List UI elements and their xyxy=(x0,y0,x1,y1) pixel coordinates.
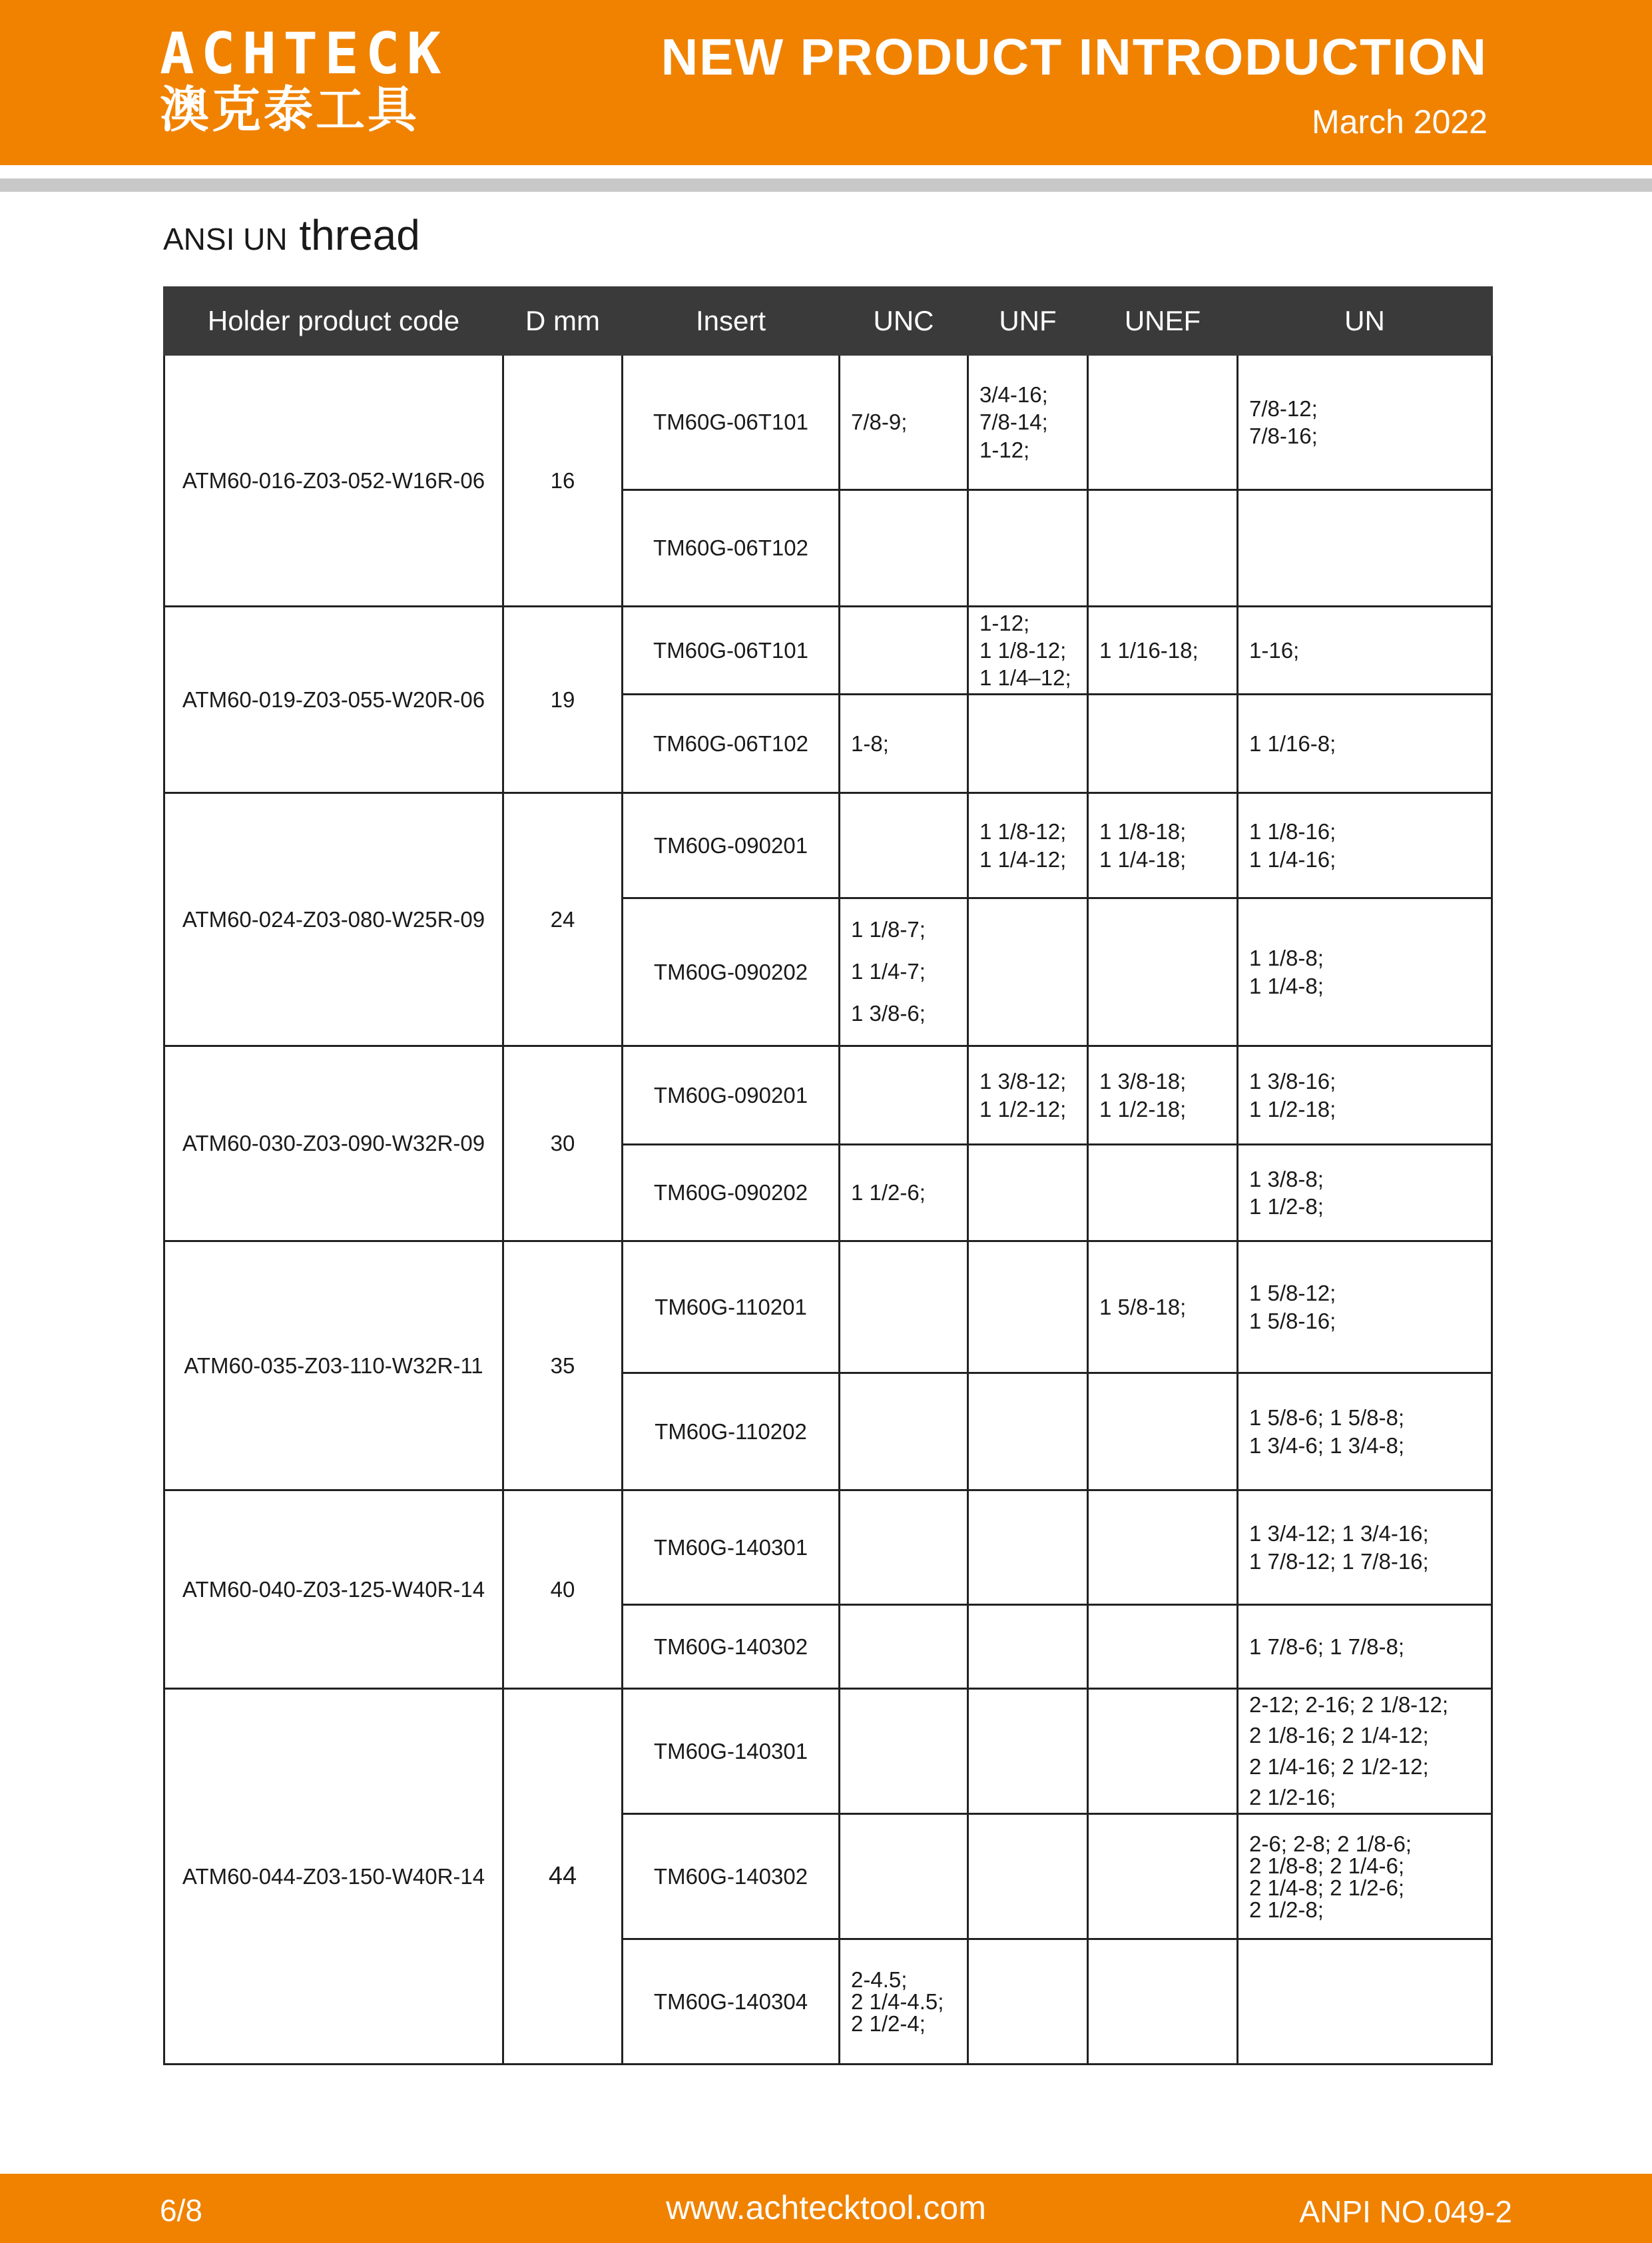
un-cell xyxy=(1238,1490,1492,1605)
header-unf: UNF xyxy=(968,288,1088,355)
unef-cell xyxy=(1088,793,1238,898)
unf-cell xyxy=(968,1814,1088,1939)
insert-cell: TM60G-140304 xyxy=(623,1939,840,2065)
holder-code-cell: ATM60-016-Z03-052-W16R-06 xyxy=(164,355,503,607)
unc-cell xyxy=(840,898,968,1046)
insert-cell: TM60G-090201 xyxy=(623,1046,840,1145)
thread-spec-table xyxy=(163,286,1493,2065)
table-row xyxy=(164,1689,1492,1814)
d-mm-cell: 35 xyxy=(503,1241,623,1490)
unf-cell xyxy=(968,1241,1088,1373)
table-row xyxy=(164,1490,1492,1605)
unef-cell xyxy=(1088,1490,1238,1605)
un-cell xyxy=(1238,490,1492,607)
un-value: 1 5/8-6; 1 5/8-8; 1 3/4-6; 1 3/4-8; xyxy=(1249,1405,1404,1458)
un-cell xyxy=(1238,355,1492,490)
unf-cell xyxy=(968,1046,1088,1145)
unf-cell xyxy=(968,793,1088,898)
un-value: 2-12; 2-16; 2 1/8-12; 2 1/8-16; 2 1/4-12; 2 1/4-16; 2 1/2-12; 2 1/2-16; xyxy=(1249,1692,1449,1809)
un-cell xyxy=(1238,695,1492,793)
unc-cell xyxy=(840,1145,968,1241)
un-cell xyxy=(1238,1939,1492,2065)
un-cell xyxy=(1238,1373,1492,1490)
unf-cell xyxy=(968,1939,1088,2065)
table-header-row xyxy=(164,288,1492,355)
un-value: 1 3/8-16; 1 1/2-18; xyxy=(1249,1069,1336,1122)
table-row xyxy=(164,1241,1492,1373)
un-value: 7/8-12; 7/8-16; xyxy=(1249,396,1318,448)
header-holder-code: Holder product code xyxy=(164,288,503,355)
unc-cell xyxy=(840,695,968,793)
holder-code-cell: ATM60-035-Z03-110-W32R-11 xyxy=(164,1241,503,1490)
unf-cell xyxy=(968,1490,1088,1605)
publication-date: March 2022 xyxy=(1311,103,1488,141)
page-header xyxy=(0,0,1652,165)
brand-logo-text: ACHTECK xyxy=(160,21,448,87)
un-cell xyxy=(1238,898,1492,1046)
holder-code-cell: ATM60-030-Z03-090-W32R-09 xyxy=(164,1046,503,1241)
unf-cell xyxy=(968,1145,1088,1241)
insert-cell: TM60G-06T101 xyxy=(623,607,840,695)
unf-cell xyxy=(968,898,1088,1046)
un-value: 1 3/4-12; 1 3/4-16; 1 7/8-12; 1 7/8-16; xyxy=(1249,1521,1429,1574)
unef-cell xyxy=(1088,1046,1238,1145)
insert-cell: TM60G-140301 xyxy=(623,1490,840,1605)
d-mm-cell: 19 xyxy=(503,607,623,793)
header-un: UN xyxy=(1238,288,1492,355)
d-mm-cell: 40 xyxy=(503,1490,623,1689)
unf-value: 1-12; 1 1/8-12; 1 1/4–12; xyxy=(979,610,1071,691)
holder-code-cell: ATM60-024-Z03-080-W25R-09 xyxy=(164,793,503,1046)
table-row xyxy=(164,355,1492,490)
unc-value: 2-4.5; 2 1/4-4.5; 2 1/2-4; xyxy=(851,1967,944,2036)
unc-cell xyxy=(840,355,968,490)
un-value: 1 1/8-16; 1 1/4-16; xyxy=(1249,819,1336,872)
unef-cell xyxy=(1088,1814,1238,1939)
section-title-suffix: thread xyxy=(287,211,420,259)
un-cell xyxy=(1238,1046,1492,1145)
insert-cell: TM60G-140301 xyxy=(623,1689,840,1814)
document-number: ANPI NO.049-2 xyxy=(1299,2194,1512,2229)
unc-cell xyxy=(840,1605,968,1689)
unef-cell xyxy=(1088,1241,1238,1373)
un-value: 1 1/16-8; xyxy=(1249,731,1336,756)
insert-cell: TM60G-110201 xyxy=(623,1241,840,1373)
unf-cell xyxy=(968,355,1088,490)
unc-cell xyxy=(840,1689,968,1814)
un-value: 1-16; xyxy=(1249,637,1300,663)
insert-cell: TM60G-090201 xyxy=(623,793,840,898)
insert-cell: TM60G-140302 xyxy=(623,1814,840,1939)
un-value: 1 1/8-8; 1 1/4-8; xyxy=(1249,946,1324,998)
unf-value: 1 3/8-12; 1 1/2-12; xyxy=(979,1069,1067,1122)
insert-cell: TM60G-06T101 xyxy=(623,355,840,490)
unef-cell xyxy=(1088,607,1238,695)
section-title-prefix: ANSI UN xyxy=(163,222,288,256)
unef-value: 1 5/8-18; xyxy=(1099,1294,1187,1319)
unef-cell xyxy=(1088,898,1238,1046)
unc-cell xyxy=(840,1490,968,1605)
table-row xyxy=(164,607,1492,695)
unc-cell xyxy=(840,1814,968,1939)
unf-value: 3/4-16; 7/8-14; 1-12; xyxy=(979,382,1048,462)
un-cell xyxy=(1238,1689,1492,1814)
insert-cell: TM60G-140302 xyxy=(623,1605,840,1689)
un-cell xyxy=(1238,1814,1492,1939)
unc-cell xyxy=(840,1373,968,1490)
unc-cell xyxy=(840,490,968,607)
un-cell xyxy=(1238,1241,1492,1373)
un-value: 1 7/8-6; 1 7/8-8; xyxy=(1249,1634,1404,1659)
header-unef: UNEF xyxy=(1088,288,1238,355)
un-cell xyxy=(1238,1605,1492,1689)
insert-cell: TM60G-06T102 xyxy=(623,695,840,793)
unc-cell xyxy=(840,1241,968,1373)
un-value: 2-6; 2-8; 2 1/8-6; 2 1/8-8; 2 1/4-6; 2 1/4-8; 2 1/2-6; 2 1/2-8; xyxy=(1249,1831,1412,1922)
brand-logo-chinese: 澳克泰工具 xyxy=(160,81,419,139)
d-mm-cell: 44 xyxy=(503,1689,623,2065)
unef-cell xyxy=(1088,1605,1238,1689)
unef-value: 1 1/16-18; xyxy=(1099,637,1199,663)
header-insert: Insert xyxy=(623,288,840,355)
unc-value: 1 1/2-6; xyxy=(851,1180,926,1205)
d-mm-cell: 24 xyxy=(503,793,623,1046)
page-footer xyxy=(0,2174,1652,2243)
unf-cell xyxy=(968,1605,1088,1689)
un-cell xyxy=(1238,1145,1492,1241)
unef-value: 1 1/8-18; 1 1/4-18; xyxy=(1099,819,1187,872)
unc-cell xyxy=(840,1046,968,1145)
unef-value: 1 3/8-18; 1 1/2-18; xyxy=(1099,1069,1187,1122)
un-value: 1 3/8-8; 1 1/2-8; xyxy=(1249,1166,1324,1219)
unc-value: 1-8; xyxy=(851,731,889,756)
unf-cell xyxy=(968,1373,1088,1490)
unef-cell xyxy=(1088,490,1238,607)
page-title: NEW PRODUCT INTRODUCTION xyxy=(661,29,1488,86)
un-cell xyxy=(1238,793,1492,898)
unef-cell xyxy=(1088,1689,1238,1814)
holder-code-cell: ATM60-040-Z03-125-W40R-14 xyxy=(164,1490,503,1689)
unf-value: 1 1/8-12; 1 1/4-12; xyxy=(979,819,1067,872)
header-unc: UNC xyxy=(840,288,968,355)
section-title xyxy=(163,210,420,261)
insert-cell: TM60G-06T102 xyxy=(623,490,840,607)
unf-cell xyxy=(968,1689,1088,1814)
un-cell xyxy=(1238,607,1492,695)
unef-cell xyxy=(1088,695,1238,793)
insert-cell: TM60G-110202 xyxy=(623,1373,840,1490)
insert-cell: TM60G-090202 xyxy=(623,1145,840,1241)
insert-cell: TM60G-090202 xyxy=(623,898,840,1046)
unc-cell xyxy=(840,793,968,898)
unef-cell xyxy=(1088,1145,1238,1241)
website-link[interactable]: www.achtecktool.com xyxy=(666,2189,986,2226)
d-mm-cell: 16 xyxy=(503,355,623,607)
un-value: 1 5/8-12; 1 5/8-16; xyxy=(1249,1281,1336,1333)
table-row xyxy=(164,793,1492,898)
unf-cell xyxy=(968,695,1088,793)
d-mm-cell: 30 xyxy=(503,1046,623,1241)
unc-value: 1 1/8-7; 1 1/4-7; 1 3/8-6; xyxy=(851,917,926,1026)
header-divider xyxy=(0,178,1652,192)
holder-code-cell: ATM60-044-Z03-150-W40R-14 xyxy=(164,1689,503,2065)
unef-cell xyxy=(1088,1373,1238,1490)
holder-code-cell: ATM60-019-Z03-055-W20R-06 xyxy=(164,607,503,793)
table-row xyxy=(164,1046,1492,1145)
page-number: 6/8 xyxy=(160,2193,202,2228)
unef-cell xyxy=(1088,1939,1238,2065)
unf-cell xyxy=(968,607,1088,695)
unc-cell xyxy=(840,607,968,695)
unc-value: 7/8-9; xyxy=(851,410,908,435)
header-d-mm: D mm xyxy=(503,288,623,355)
unc-cell xyxy=(840,1939,968,2065)
unf-cell xyxy=(968,490,1088,607)
unef-cell xyxy=(1088,355,1238,490)
